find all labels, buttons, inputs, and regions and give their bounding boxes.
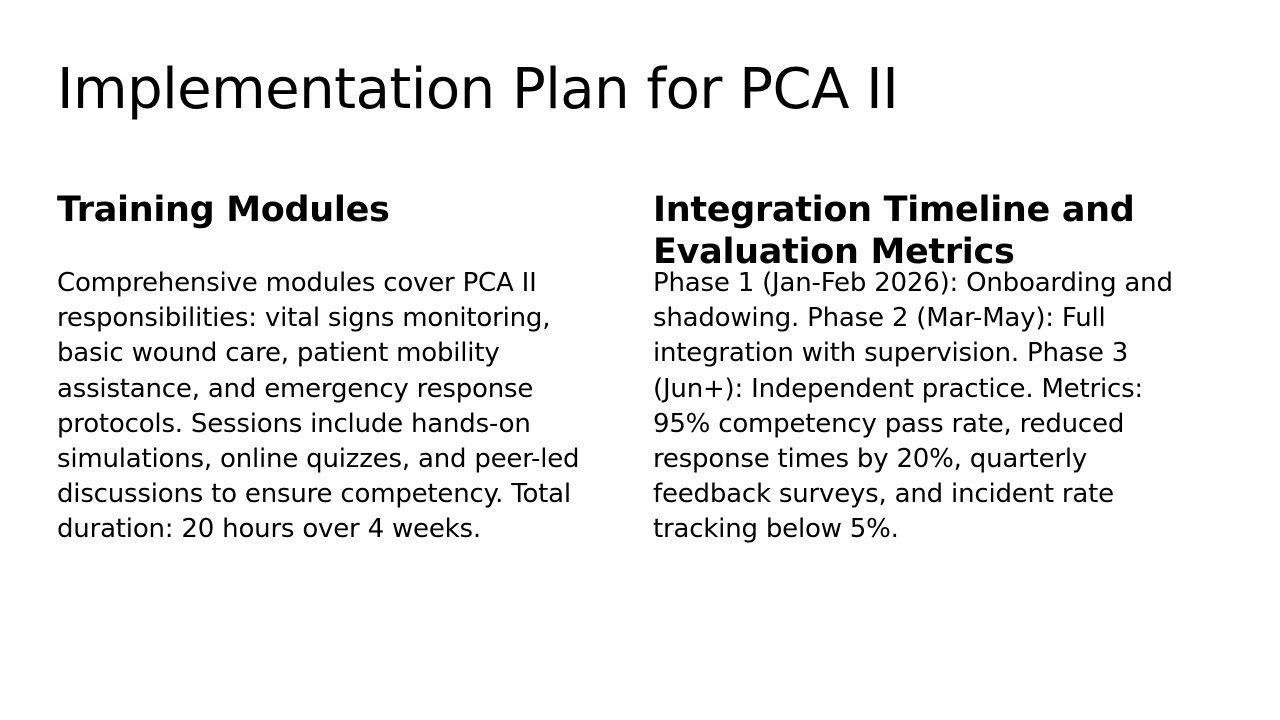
slide-title: Implementation Plan for PCA II	[57, 57, 899, 122]
training-modules-section	[57, 189, 587, 545]
integration-timeline-heading: Integration Timeline and Evaluation Metrics	[653, 190, 1135, 272]
training-modules-body: Comprehensive modules cover PCA II responsibilities: vital signs monitoring, basic wound care, patient mobility assistance, and emergency response protocols. Sessions include hands-on simulations, online quizzes, and peer-led discussions to ensure competency. Total duration: 20 hours over 4 weeks.	[57, 268, 580, 545]
integration-timeline-body: Phase 1 (Jan-Feb 2026): Onboarding and shadowing. Phase 2 (Mar-May): Full integration with supervision. Phase 3 (Jun+): Independent practice. Metrics: 95% competency pass rate, reduced response times by 20%, quarterly feedback surveys, and incident rate tracking below 5%.	[653, 268, 1173, 545]
integration-timeline-section	[653, 189, 1193, 545]
training-modules-heading: Training Modules	[57, 190, 390, 230]
